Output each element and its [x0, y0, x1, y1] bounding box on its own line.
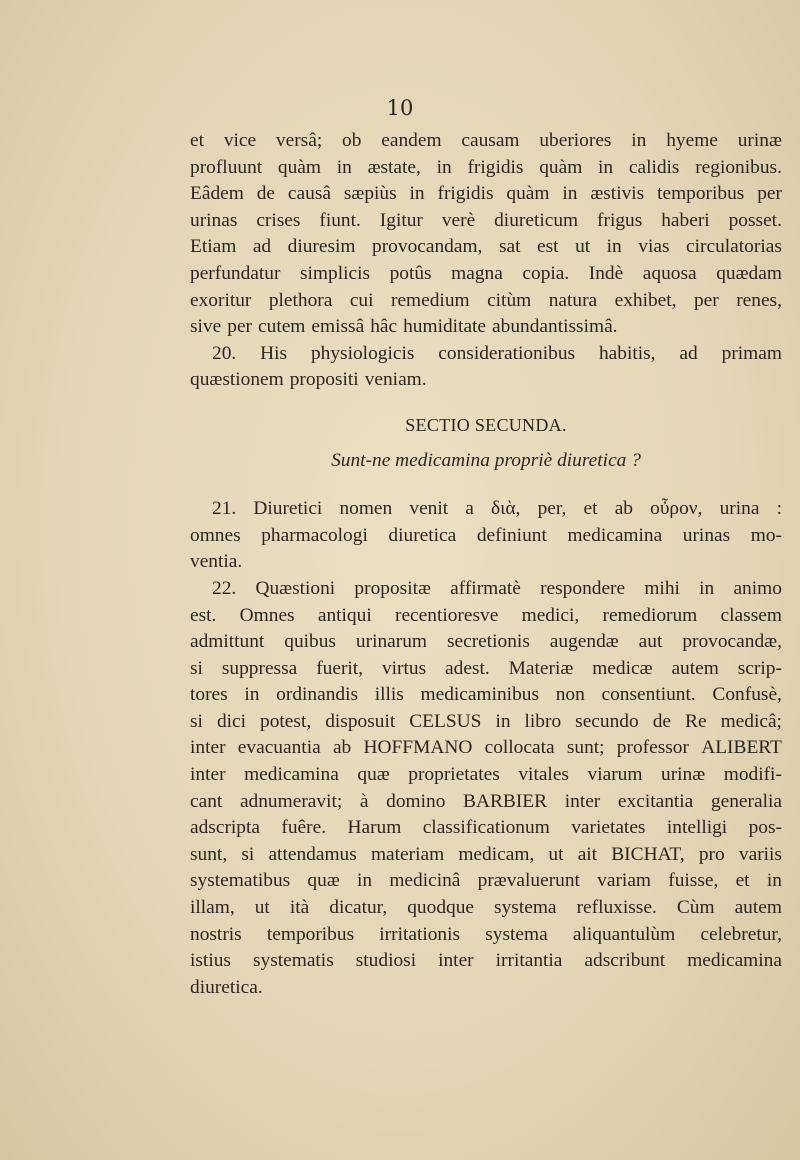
text-line: 22. Quæstioni propositæ affirmatè respondere mihi in animo [212, 577, 782, 599]
paragraph-22 [190, 576, 782, 1002]
text-line: urinas crises fiunt. Igitur verè diureticum frigus haberi posset. [190, 209, 782, 231]
paragraph-21 [190, 496, 782, 576]
text-line: inter evacuantia ab HOFFMANO collocata sunt; professor ALIBERT [190, 737, 782, 759]
paragraph-19-continued [190, 128, 782, 341]
section-heading: SECTIO SECUNDA. [405, 414, 567, 435]
text-line: 20. His physiologicis considerationibus habitis, ad primam [212, 342, 782, 364]
text-line: si dici potest, disposuit CELSUS in libro secundo de Re medicâ; [190, 710, 782, 732]
text-line: cant adnumeravit; à domino BARBIER inter excitantia generalia [190, 790, 782, 812]
section-subheading: Sunt-ne medicamina propriè diuretica ? [331, 449, 641, 471]
text-line: quæstionem propositi veniam. [190, 369, 427, 391]
text-line: Eâdem de causâ sæpiùs in frigidis quàm in æstivis temporibus per [190, 183, 782, 205]
text-line: 21. Diuretici nomen venit a διὰ, per, et ab οὖρον, urina : [212, 498, 782, 520]
text-line: diuretica. [190, 976, 263, 998]
text-line: systematibus quæ in medicinâ prævaluerunt variam fuisse, et in [190, 870, 782, 892]
text-line: si suppressa fuerit, virtus adest. Materiæ medicæ autem scrip- [190, 657, 782, 679]
text-line: adscripta fuêre. Harum classificationum varietates intelligi pos- [190, 817, 782, 839]
text-line: tores in ordinandis illis medicaminibus non consentiunt. Confusè, [190, 684, 782, 706]
text-line: sive per cutem emissâ hâc humiditate abundantissimâ. [190, 316, 618, 338]
paragraph-20 [190, 341, 782, 394]
text-line: est. Omnes antiqui recentioresve medici, remediorum classem [190, 604, 782, 626]
page-number: 10 [386, 96, 414, 120]
text-line: sunt, si attendamus materiam medicam, ut ait BICHAT, pro variis [190, 843, 782, 865]
page-text [190, 128, 782, 1001]
text-line: inter medicamina quæ proprietates vitales viarum urinæ modifi- [190, 764, 782, 786]
text-line: omnes pharmacologi diuretica definiunt medicamina urinas mo- [190, 524, 782, 546]
text-line: illam, ut ità dicatur, quodque systema refluxisse. Cùm autem [190, 897, 782, 919]
text-line: perfundatur simplicis potûs magna copia. Indè aquosa quædam [190, 262, 782, 284]
text-line: exoritur plethora cui remedium citùm natura exhibet, per renes, [190, 289, 782, 311]
text-line: nostris temporibus irritationis systema aliquantulùm celebretur, [190, 923, 782, 945]
text-line: istius systematis studiosi inter irritantia adscribunt medicamina [190, 950, 782, 972]
text-line: et vice versâ; ob eandem causam uberiores in hyeme urinæ [190, 130, 782, 151]
text-line: admittunt quibus urinarum secretionis augendæ aut provocandæ, [190, 631, 782, 653]
text-line: profluunt quàm in æstate, in frigidis quàm in calidis regionibus. [190, 156, 782, 178]
text-line: Etiam ad diuresim provocandam, sat est ut in vias circulatorias [190, 236, 782, 258]
text-line: ventia. [190, 551, 243, 573]
